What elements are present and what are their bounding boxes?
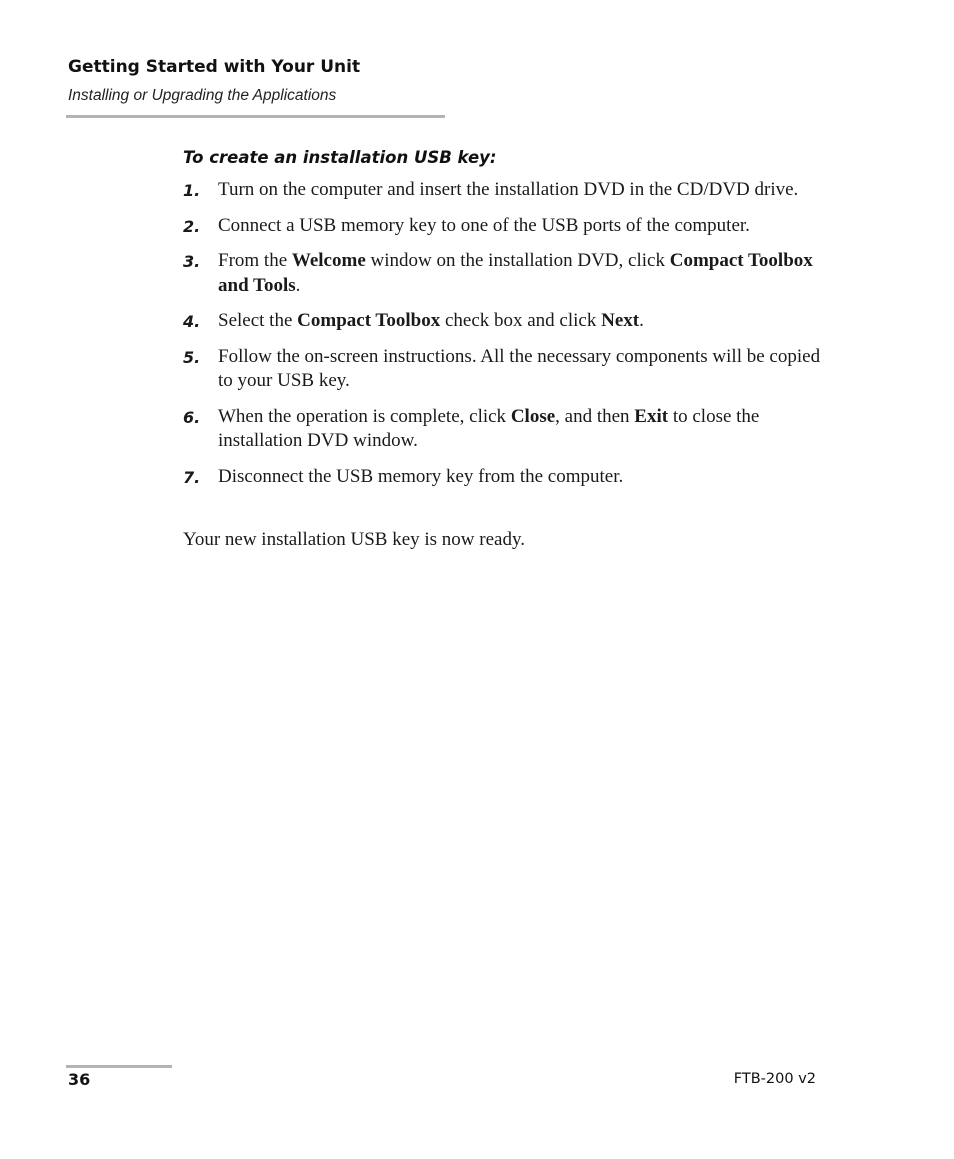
step-item <box>183 214 823 239</box>
step-number: 6. <box>183 407 201 427</box>
step-item <box>183 465 823 490</box>
document-id: FTB-200 v2 <box>733 1071 816 1087</box>
step-item <box>183 345 823 394</box>
ui-term: Compact Toolbox <box>297 310 441 331</box>
step-text-fragment: Follow the on-screen instructions. All the necessary components will be copied to your USB key. <box>218 345 821 391</box>
procedure-steps <box>183 178 823 500</box>
header-divider <box>66 115 445 118</box>
closing-text: Your new installation USB key is now ready. <box>183 529 525 550</box>
step-number: 3. <box>183 252 201 271</box>
step-text-fragment: check box and click <box>440 310 602 331</box>
ui-term: Welcome <box>291 250 366 271</box>
step-number: 2. <box>183 216 201 236</box>
procedure-title: To create an installation USB key: <box>183 148 497 167</box>
step-text-fragment: When the operation is complete, click <box>218 405 511 427</box>
step-text-fragment: . <box>295 274 301 296</box>
step-text-fragment: window on the installation DVD, click <box>365 250 670 271</box>
step-text-fragment: , and then <box>555 405 635 427</box>
step-number: 5. <box>183 347 201 367</box>
step-item <box>183 405 823 454</box>
section-subtitle: Installing or Upgrading the Applications <box>68 87 337 104</box>
step-text-fragment: Connect a USB memory key to one of the USB ports of the computer. <box>218 214 750 236</box>
step-text <box>218 346 820 392</box>
step-item <box>183 309 823 334</box>
step-number: 1. <box>183 181 201 200</box>
step-number: 4. <box>183 312 201 331</box>
step-item <box>183 249 823 298</box>
step-text-fragment: Turn on the computer and insert the installation DVD in the CD/DVD drive. <box>218 179 799 200</box>
ui-term: Next <box>601 310 640 331</box>
footer-divider <box>66 1065 172 1068</box>
step-text-fragment: to close the installation DVD window. <box>218 405 760 451</box>
page-number: 36 <box>68 1070 91 1089</box>
step-text <box>218 466 623 487</box>
ui-term: Exit <box>634 405 669 427</box>
chapter-title: Getting Started with Your Unit <box>68 57 361 77</box>
step-text-fragment: . <box>639 310 644 331</box>
step-item <box>183 178 823 203</box>
step-number: 7. <box>183 467 201 487</box>
ui-term: Compact Toolbox and Tools <box>218 250 813 296</box>
ui-term: Close <box>510 405 556 427</box>
step-text <box>218 406 759 452</box>
step-text <box>218 179 798 200</box>
step-text <box>218 310 644 331</box>
step-text-fragment: From the <box>218 250 292 271</box>
step-text-fragment: Disconnect the USB memory key from the computer. <box>218 465 624 487</box>
step-text <box>218 250 813 296</box>
step-text <box>218 215 750 236</box>
step-text-fragment: Select the <box>218 310 298 331</box>
